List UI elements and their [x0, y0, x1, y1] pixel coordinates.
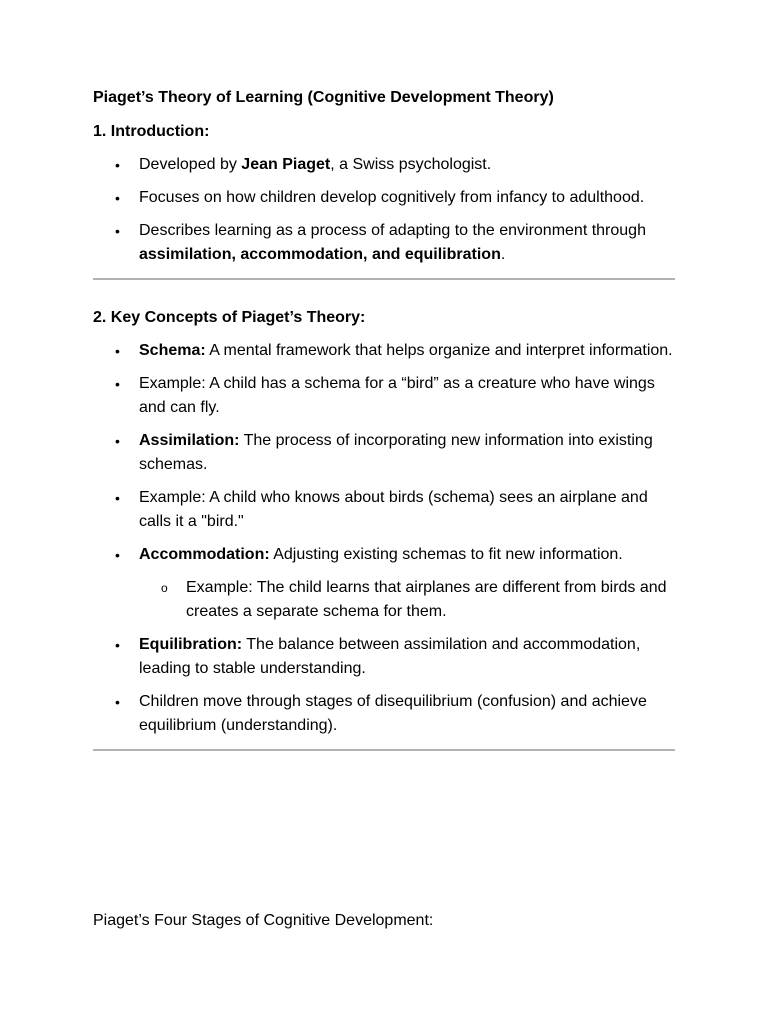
key-concepts-list: [93, 339, 675, 738]
item-text: The balance between assimilation and accommodation, leading to stable understanding.: [139, 636, 641, 677]
bullet-icon: •: [115, 376, 120, 392]
introduction-list: [93, 153, 675, 267]
sub-list-item: [93, 576, 675, 624]
item-text: Adjusting existing schemas to fit new information.: [269, 546, 623, 563]
list-item: [93, 690, 675, 738]
bullet-icon: •: [115, 637, 120, 653]
list-item: [93, 372, 675, 420]
item-text: Describes learning as a process of adapting to the environment through: [139, 222, 646, 239]
section-divider: [93, 749, 675, 751]
item-text: Developed by: [139, 156, 242, 173]
bullet-icon: •: [115, 223, 120, 239]
item-bold-text: Assimilation:: [139, 432, 240, 449]
item-text: Example: The child learns that airplanes are different from birds and creates a separate schema for them.: [186, 579, 667, 620]
section-heading-introduction: 1. Introduction:: [93, 123, 210, 140]
list-item: [93, 486, 675, 534]
item-bold-text: Schema:: [139, 342, 206, 359]
list-item: [93, 633, 675, 681]
bullet-icon: •: [115, 157, 120, 173]
section-heading-key-concepts: 2. Key Concepts of Piaget’s Theory:: [93, 309, 366, 326]
item-text: The process of incorporating new information into existing schemas.: [139, 432, 653, 473]
list-item: [93, 429, 675, 477]
bullet-icon: •: [115, 433, 120, 449]
sub-bullet-icon: o: [161, 581, 168, 595]
item-text: Example: A child who knows about birds (schema) sees an airplane and calls it a "bird.": [139, 489, 648, 530]
item-text: , a Swiss psychologist.: [330, 156, 492, 173]
section-divider: [93, 278, 675, 280]
list-item: [93, 219, 675, 267]
bullet-icon: •: [115, 490, 120, 506]
item-bold-text: assimilation, accommodation, and equilibration: [139, 246, 501, 263]
item-text: Example: A child has a schema for a “bird” as a creature who have wings and can fly.: [139, 375, 655, 416]
item-text: .: [500, 246, 506, 263]
item-bold-text: Jean Piaget: [241, 156, 331, 173]
list-item: [93, 543, 675, 567]
bullet-icon: •: [115, 343, 120, 359]
bullet-icon: •: [115, 547, 120, 563]
bullet-icon: •: [115, 190, 120, 206]
document-page: [93, 86, 675, 751]
document-title: Piaget’s Theory of Learning (Cognitive Development Theory): [93, 89, 554, 106]
item-text: Focuses on how children develop cognitively from infancy to adulthood.: [139, 189, 645, 206]
list-item: [93, 339, 675, 363]
four-stages-heading: Piaget’s Four Stages of Cognitive Development:: [93, 912, 434, 929]
item-text: Children move through stages of disequilibrium (confusion) and achieve equilibrium (understanding).: [139, 693, 647, 734]
list-item: [93, 186, 675, 210]
item-bold-text: Accommodation:: [139, 546, 270, 563]
item-text: A mental framework that helps organize and interpret information.: [205, 342, 673, 359]
list-item: [93, 153, 675, 177]
item-bold-text: Equilibration:: [139, 636, 243, 653]
bullet-icon: •: [115, 694, 120, 710]
